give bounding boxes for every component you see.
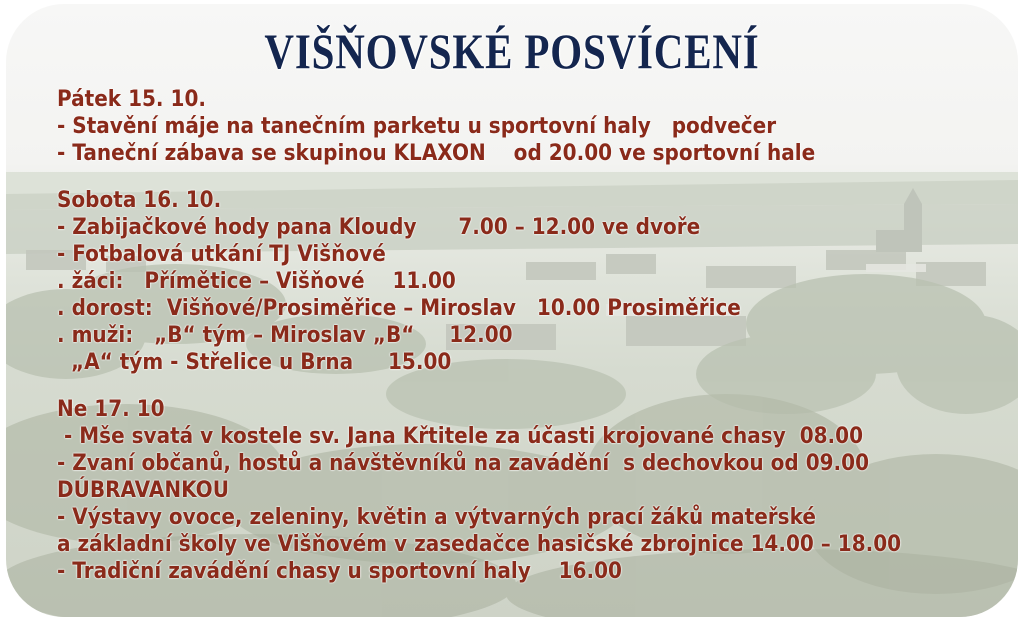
sunday-heading: Ne 17. 10 bbox=[57, 397, 165, 422]
sunday-line: - Mše svatá v kostele sv. Jana Křtitele za účasti krojované chasy 08.00 bbox=[57, 424, 864, 449]
saturday-line: - Fotbalová utkání TJ Višňové bbox=[57, 242, 386, 267]
page-title: VIŠŇOVSKÉ POSVÍCENÍ bbox=[264, 23, 760, 79]
sunday-line: DÚBRAVANKOU bbox=[57, 478, 229, 503]
saturday-line: . muži: „B“ tým – Miroslav „B“ 12.00 bbox=[57, 323, 513, 348]
sunday-line: - Tradiční zavádění chasy u sportovní haly 16.00 bbox=[57, 559, 622, 584]
friday-line: - Stavění máje na tanečním parketu u sportovní haly podvečer bbox=[57, 114, 777, 139]
poster bbox=[6, 4, 1018, 617]
friday-heading: Pátek 15. 10. bbox=[57, 87, 206, 112]
sunday-line: a základní školy ve Višňovém v zasedačce hasičské zbrojnice 14.00 – 18.00 bbox=[57, 532, 902, 557]
saturday-line: . dorost: Višňové/Prosiměřice – Miroslav 10.00 Prosiměřice bbox=[57, 296, 741, 321]
saturday-line: - Zabijačkové hody pana Kloudy 7.00 – 12.00 ve dvoře bbox=[57, 215, 701, 240]
program-text bbox=[57, 86, 903, 585]
saturday-line: „A“ tým - Střelice u Brna 15.00 bbox=[57, 350, 452, 375]
sunday-line: - Zvaní občanů, hostů a návštěvníků na zavádění s dechovkou od 09.00 bbox=[57, 451, 870, 476]
section-gap bbox=[57, 167, 903, 187]
friday-line: - Taneční zábava se skupinou KLAXON od 20.00 ve sportovní hale bbox=[57, 141, 816, 166]
saturday-heading: Sobota 16. 10. bbox=[57, 188, 222, 213]
section-gap bbox=[57, 376, 903, 396]
saturday-line: . žáci: Přímětice – Višňové 11.00 bbox=[57, 269, 456, 294]
sunday-line: - Výstavy ovoce, zeleniny, květin a výtvarných prací žáků mateřské bbox=[57, 505, 816, 530]
